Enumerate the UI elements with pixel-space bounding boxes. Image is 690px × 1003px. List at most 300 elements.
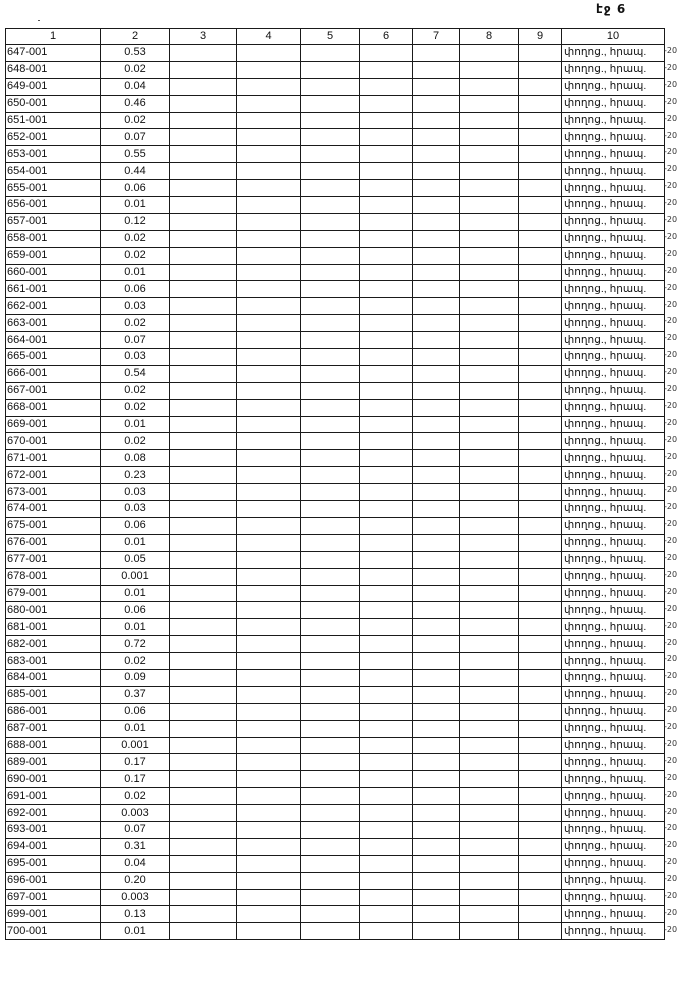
empty-cell [360, 602, 413, 619]
empty-cell [237, 382, 301, 399]
margin-mark: -20 [664, 671, 678, 681]
empty-cell [413, 889, 460, 906]
empty-cell [360, 551, 413, 568]
empty-cell [301, 872, 360, 889]
parcel-code-cell: 678-001 [6, 568, 101, 585]
empty-cell [460, 585, 519, 602]
land-use-cell: փողոց., հրապ. [562, 551, 665, 568]
parcel-code-cell: 664-001 [6, 332, 101, 349]
area-value-cell: 0.13 [101, 906, 170, 923]
empty-cell [519, 213, 562, 230]
empty-cell [170, 653, 237, 670]
table-row [6, 197, 665, 214]
land-use-cell: փողոց., հրապ. [562, 703, 665, 720]
empty-cell [519, 788, 562, 805]
empty-cell [237, 78, 301, 95]
empty-cell [519, 653, 562, 670]
empty-cell [237, 923, 301, 940]
margin-mark: -20 [664, 130, 678, 140]
empty-cell [170, 349, 237, 366]
parcel-code-cell: 694-001 [6, 838, 101, 855]
empty-cell [360, 619, 413, 636]
empty-cell [237, 45, 301, 62]
empty-cell [170, 737, 237, 754]
land-use-cell: փողոց., հրապ. [562, 365, 665, 382]
empty-cell [413, 551, 460, 568]
margin-mark: -20 [664, 113, 678, 123]
land-use-cell: փողոց., հրապ. [562, 669, 665, 686]
empty-cell [170, 805, 237, 822]
column-header: 7 [413, 29, 460, 45]
empty-cell [360, 585, 413, 602]
empty-cell [237, 484, 301, 501]
empty-cell [460, 636, 519, 653]
land-use-cell: փողոց., հրապ. [562, 501, 665, 518]
column-header: 1 [6, 29, 101, 45]
empty-cell [360, 636, 413, 653]
empty-cell [519, 146, 562, 163]
empty-cell [170, 45, 237, 62]
empty-cell [413, 821, 460, 838]
empty-cell [301, 146, 360, 163]
empty-cell [301, 855, 360, 872]
empty-cell [170, 669, 237, 686]
margin-mark: -20 [664, 333, 678, 343]
area-value-cell: 0.03 [101, 349, 170, 366]
empty-cell [301, 197, 360, 214]
empty-cell [519, 399, 562, 416]
empty-cell [237, 855, 301, 872]
area-value-cell: 0.06 [101, 517, 170, 534]
area-value-cell: 0.02 [101, 653, 170, 670]
empty-cell [413, 720, 460, 737]
parcel-code-cell: 654-001 [6, 163, 101, 180]
parcel-code-cell: 668-001 [6, 399, 101, 416]
empty-cell [460, 517, 519, 534]
empty-cell [360, 78, 413, 95]
parcel-code-cell: 662-001 [6, 298, 101, 315]
land-use-cell: փողոց., հրապ. [562, 602, 665, 619]
empty-cell [413, 805, 460, 822]
empty-cell [170, 146, 237, 163]
margin-mark: -20 [664, 620, 678, 630]
parcel-code-cell: 653-001 [6, 146, 101, 163]
empty-cell [170, 112, 237, 129]
empty-cell [170, 501, 237, 518]
area-value-cell: 0.003 [101, 889, 170, 906]
empty-cell [460, 821, 519, 838]
parcel-code-cell: 691-001 [6, 788, 101, 805]
empty-cell [170, 78, 237, 95]
empty-cell [460, 281, 519, 298]
parcel-code-cell: 666-001 [6, 365, 101, 382]
margin-mark: -20 [664, 502, 678, 512]
margin-mark: -20 [664, 46, 678, 55]
parcel-code-cell: 658-001 [6, 230, 101, 247]
parcel-code-cell: 651-001 [6, 112, 101, 129]
parcel-code-cell: 685-001 [6, 686, 101, 703]
empty-cell [301, 298, 360, 315]
parcel-code-cell: 659-001 [6, 247, 101, 264]
margin-mark: -20 [664, 485, 678, 495]
column-header: 3 [170, 29, 237, 45]
parcel-code-cell: 693-001 [6, 821, 101, 838]
margin-mark: -20 [664, 823, 678, 833]
empty-cell [460, 889, 519, 906]
empty-cell [519, 382, 562, 399]
margin-mark: -20 [664, 637, 678, 647]
table-row [6, 653, 665, 670]
empty-cell [460, 332, 519, 349]
margin-mark: -20 [664, 891, 678, 900]
empty-cell [360, 281, 413, 298]
table-row [6, 484, 665, 501]
empty-cell [301, 264, 360, 281]
empty-cell [413, 602, 460, 619]
empty-cell [237, 703, 301, 720]
empty-cell [460, 754, 519, 771]
table-row [6, 517, 665, 534]
empty-cell [413, 332, 460, 349]
empty-cell [460, 484, 519, 501]
margin-mark: -20 [664, 62, 678, 72]
empty-cell [519, 754, 562, 771]
column-header: 2 [101, 29, 170, 45]
empty-cell [519, 534, 562, 551]
table-row [6, 112, 665, 129]
empty-cell [237, 653, 301, 670]
empty-cell [170, 517, 237, 534]
empty-cell [460, 771, 519, 788]
land-use-cell: փողոց., հրապ. [562, 467, 665, 484]
empty-cell [301, 703, 360, 720]
empty-cell [519, 585, 562, 602]
empty-cell [413, 349, 460, 366]
land-use-cell: փողոց., հրապ. [562, 619, 665, 636]
empty-cell [237, 416, 301, 433]
empty-cell [413, 382, 460, 399]
empty-cell [460, 602, 519, 619]
area-value-cell: 0.46 [101, 95, 170, 112]
area-value-cell: 0.02 [101, 399, 170, 416]
empty-cell [460, 61, 519, 78]
empty-cell [360, 450, 413, 467]
empty-cell [360, 180, 413, 197]
empty-cell [237, 399, 301, 416]
empty-cell [413, 686, 460, 703]
empty-cell [460, 298, 519, 315]
empty-cell [237, 197, 301, 214]
empty-cell [519, 517, 562, 534]
empty-cell [360, 112, 413, 129]
empty-cell [301, 923, 360, 940]
parcel-code-cell: 650-001 [6, 95, 101, 112]
parcel-code-cell: 661-001 [6, 281, 101, 298]
empty-cell [360, 298, 413, 315]
empty-cell [170, 450, 237, 467]
empty-cell [460, 568, 519, 585]
empty-cell [460, 703, 519, 720]
empty-cell [413, 281, 460, 298]
margin-mark: -20 [664, 265, 678, 275]
margin-mark: -20 [664, 806, 678, 816]
empty-cell [460, 450, 519, 467]
empty-cell [301, 551, 360, 568]
table-row [6, 365, 665, 382]
empty-cell [413, 788, 460, 805]
table-row [6, 568, 665, 585]
empty-cell [519, 737, 562, 754]
empty-cell [301, 805, 360, 822]
empty-cell [413, 501, 460, 518]
parcel-code-cell: 690-001 [6, 771, 101, 788]
empty-cell [301, 636, 360, 653]
empty-cell [237, 61, 301, 78]
empty-cell [460, 416, 519, 433]
empty-cell [413, 45, 460, 62]
empty-cell [170, 230, 237, 247]
empty-cell [237, 585, 301, 602]
empty-cell [170, 180, 237, 197]
parcel-code-cell: 677-001 [6, 551, 101, 568]
parcel-code-cell: 676-001 [6, 534, 101, 551]
land-use-cell: փողոց., հրապ. [562, 416, 665, 433]
land-use-cell: փողոց., հրապ. [562, 78, 665, 95]
empty-cell [413, 484, 460, 501]
empty-cell [519, 433, 562, 450]
empty-cell [301, 754, 360, 771]
empty-cell [413, 737, 460, 754]
empty-cell [413, 264, 460, 281]
empty-cell [360, 129, 413, 146]
area-value-cell: 0.01 [101, 197, 170, 214]
empty-cell [237, 112, 301, 129]
empty-cell [460, 146, 519, 163]
empty-cell [413, 517, 460, 534]
empty-cell [301, 61, 360, 78]
margin-mark: -20 [664, 569, 678, 579]
parcel-code-cell: 689-001 [6, 754, 101, 771]
column-header: 9 [519, 29, 562, 45]
empty-cell [170, 534, 237, 551]
table-row [6, 686, 665, 703]
land-use-cell: փողոց., հրապ. [562, 197, 665, 214]
empty-cell [301, 686, 360, 703]
table-row [6, 247, 665, 264]
empty-cell [360, 805, 413, 822]
empty-cell [237, 889, 301, 906]
table-row [6, 821, 665, 838]
empty-cell [237, 754, 301, 771]
empty-cell [460, 264, 519, 281]
empty-cell [170, 754, 237, 771]
parcel-code-cell: 655-001 [6, 180, 101, 197]
empty-cell [170, 484, 237, 501]
empty-cell [237, 686, 301, 703]
empty-cell [519, 315, 562, 332]
land-use-cell: փողոց., հրապ. [562, 534, 665, 551]
parcel-code-cell: 688-001 [6, 737, 101, 754]
empty-cell [413, 230, 460, 247]
empty-cell [519, 484, 562, 501]
empty-cell [413, 95, 460, 112]
empty-cell [413, 450, 460, 467]
empty-cell [170, 163, 237, 180]
empty-cell [170, 467, 237, 484]
margin-mark: -20 [664, 215, 678, 224]
land-use-cell: փողոց., հրապ. [562, 163, 665, 180]
table-row [6, 602, 665, 619]
land-use-cell: փողոց., հրապ. [562, 433, 665, 450]
empty-cell [170, 332, 237, 349]
area-value-cell: 0.06 [101, 602, 170, 619]
table-row [6, 889, 665, 906]
area-value-cell: 0.54 [101, 365, 170, 382]
margin-mark: -20 [664, 603, 678, 613]
empty-cell [413, 619, 460, 636]
table-row [6, 551, 665, 568]
empty-cell [237, 349, 301, 366]
empty-cell [237, 129, 301, 146]
table-row [6, 281, 665, 298]
land-use-cell: փողոց., հրապ. [562, 298, 665, 315]
empty-cell [460, 399, 519, 416]
table-row [6, 315, 665, 332]
empty-cell [170, 399, 237, 416]
table-row [6, 450, 665, 467]
empty-cell [170, 568, 237, 585]
empty-cell [170, 838, 237, 855]
empty-cell [360, 534, 413, 551]
area-value-cell: 0.003 [101, 805, 170, 822]
empty-cell [237, 332, 301, 349]
land-use-cell: փողոց., հրապ. [562, 349, 665, 366]
land-use-cell: փողոց., հրապ. [562, 653, 665, 670]
empty-cell [413, 433, 460, 450]
empty-cell [170, 197, 237, 214]
empty-cell [413, 180, 460, 197]
table-row [6, 349, 665, 366]
empty-cell [413, 771, 460, 788]
margin-mark: -20 [664, 722, 678, 731]
empty-cell [360, 264, 413, 281]
empty-cell [413, 754, 460, 771]
area-value-cell: 0.53 [101, 45, 170, 62]
empty-cell [360, 855, 413, 872]
table-row [6, 180, 665, 197]
empty-cell [301, 365, 360, 382]
land-use-cell: փողոց., հրապ. [562, 129, 665, 146]
empty-cell [237, 213, 301, 230]
area-value-cell: 0.03 [101, 484, 170, 501]
empty-cell [413, 197, 460, 214]
land-use-cell: փողոց., հրապ. [562, 568, 665, 585]
empty-cell [360, 568, 413, 585]
empty-cell [460, 365, 519, 382]
empty-cell [360, 399, 413, 416]
empty-cell [460, 230, 519, 247]
empty-cell [519, 281, 562, 298]
empty-cell [360, 703, 413, 720]
empty-cell [413, 534, 460, 551]
table-row [6, 788, 665, 805]
empty-cell [170, 720, 237, 737]
empty-cell [519, 78, 562, 95]
land-use-cell: փողոց., հրապ. [562, 805, 665, 822]
empty-cell [170, 686, 237, 703]
empty-cell [460, 855, 519, 872]
empty-cell [460, 45, 519, 62]
margin-mark: -20 [664, 181, 678, 191]
empty-cell [413, 163, 460, 180]
land-use-cell: փողոց., հրապ. [562, 788, 665, 805]
empty-cell [170, 889, 237, 906]
empty-cell [413, 112, 460, 129]
table-row [6, 416, 665, 433]
empty-cell [413, 365, 460, 382]
area-value-cell: 0.37 [101, 686, 170, 703]
margin-mark: -20 [664, 840, 678, 850]
empty-cell [301, 399, 360, 416]
empty-cell [301, 78, 360, 95]
margin-mark: -20 [664, 367, 678, 377]
empty-cell [360, 230, 413, 247]
margin-mark: -20 [664, 164, 678, 174]
parcel-code-cell: 657-001 [6, 213, 101, 230]
table-row [6, 906, 665, 923]
empty-cell [301, 889, 360, 906]
empty-cell [170, 906, 237, 923]
margin-mark: -20 [664, 705, 678, 715]
empty-cell [237, 264, 301, 281]
empty-cell [413, 703, 460, 720]
area-value-cell: 0.44 [101, 163, 170, 180]
empty-cell [170, 382, 237, 399]
area-value-cell: 0.01 [101, 264, 170, 281]
area-value-cell: 0.20 [101, 872, 170, 889]
parcel-code-cell: 681-001 [6, 619, 101, 636]
empty-cell [413, 315, 460, 332]
empty-cell [360, 923, 413, 940]
empty-cell [519, 669, 562, 686]
empty-cell [237, 467, 301, 484]
table-row [6, 501, 665, 518]
margin-mark: -20 [664, 772, 678, 782]
table-row [6, 805, 665, 822]
empty-cell [519, 906, 562, 923]
parcel-code-cell: 699-001 [6, 906, 101, 923]
empty-cell [237, 619, 301, 636]
empty-cell [460, 669, 519, 686]
empty-cell [360, 484, 413, 501]
area-value-cell: 0.06 [101, 703, 170, 720]
land-use-cell: փողոց., հրապ. [562, 686, 665, 703]
empty-cell [413, 636, 460, 653]
empty-cell [360, 45, 413, 62]
empty-cell [460, 923, 519, 940]
empty-cell [237, 230, 301, 247]
area-value-cell: 0.01 [101, 534, 170, 551]
empty-cell [519, 61, 562, 78]
empty-cell [301, 517, 360, 534]
empty-cell [460, 315, 519, 332]
parcel-code-cell: 660-001 [6, 264, 101, 281]
empty-cell [519, 95, 562, 112]
table-row [6, 467, 665, 484]
empty-cell [301, 484, 360, 501]
empty-cell [301, 281, 360, 298]
margin-mark: -20 [664, 519, 678, 529]
